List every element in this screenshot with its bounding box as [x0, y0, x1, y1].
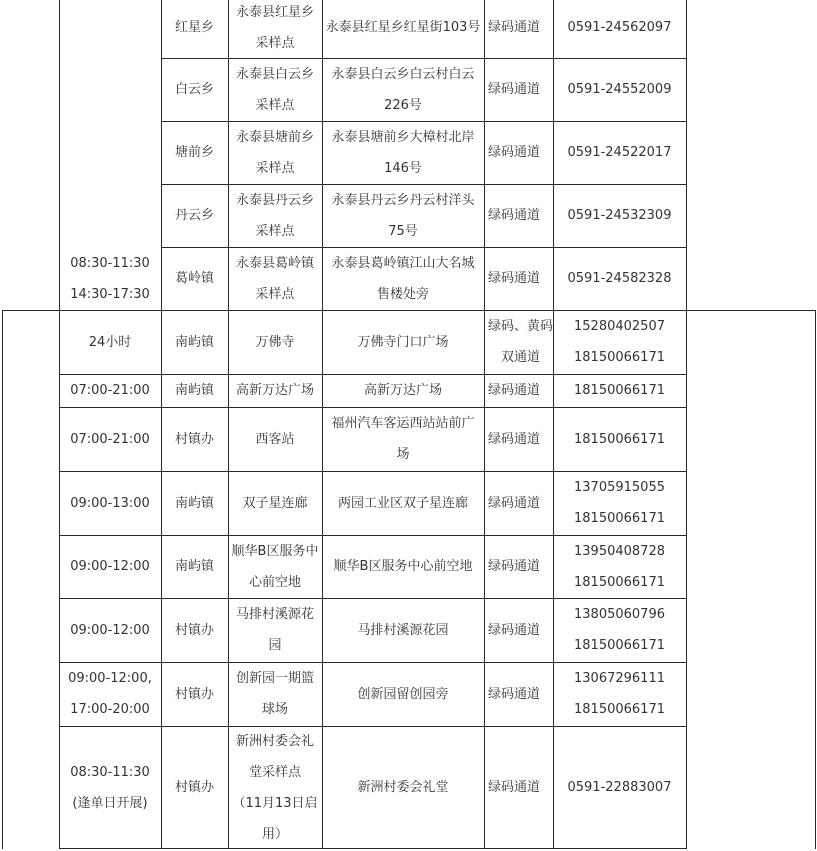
cell-text-line: 新洲村委会礼 [235, 733, 314, 749]
cell-address [322, 121, 484, 184]
cell-site [228, 726, 322, 849]
cell-area [161, 310, 228, 374]
cell-text [574, 311, 665, 373]
cell-text-line: 75号 [388, 223, 418, 239]
cell-text [574, 663, 665, 725]
cell-text [232, 726, 317, 850]
cell-text-line: 采样点 [255, 286, 295, 302]
cell-text-line: 采样点 [255, 160, 295, 176]
grid-line-vertical [484, 0, 485, 849]
cell-area [161, 374, 228, 407]
grid-line-horizontal [161, 247, 686, 248]
cell-channel [484, 598, 553, 662]
cell-area [161, 121, 228, 184]
cell-time [59, 598, 161, 662]
cell-text: 村镇办 [174, 686, 214, 702]
cell-text: 塘前乡 [174, 145, 214, 160]
cell-site [228, 184, 322, 247]
cell-text: 绿码通道 [488, 20, 541, 35]
cell-text: 18150066171 [574, 431, 665, 447]
cell-time [59, 310, 161, 374]
cell-text: 09:00-12:00 [70, 622, 150, 638]
grid-line-horizontal [161, 58, 686, 59]
cell-text: 南屿镇 [174, 383, 214, 398]
cell-text: 西客站 [255, 431, 295, 447]
cell-address [322, 374, 484, 407]
cell-address [322, 58, 484, 121]
cell-text [236, 663, 314, 725]
cell-text-line: 永泰县白云乡白云村白云 [331, 66, 475, 82]
cell-address [322, 662, 484, 726]
grid-line-bottom [59, 848, 686, 849]
cell-text: 绿码通道 [488, 686, 541, 702]
cell-text [488, 311, 553, 373]
cell-time [59, 374, 161, 407]
cell-text-line: 永泰县丹云乡丹云村洋头 [331, 192, 475, 208]
cell-area [161, 58, 228, 121]
cell-text: 24小时 [88, 334, 132, 350]
grid-line-vertical [161, 0, 162, 849]
grid-line-horizontal [59, 662, 686, 663]
cell-phone [553, 247, 686, 310]
grid-line-horizontal [2, 310, 815, 311]
cell-text [236, 0, 314, 59]
cell-phone [553, 407, 686, 471]
cell-text-line: 17:00-20:00 [70, 702, 150, 717]
cell-address [322, 310, 484, 374]
cell-text-line: 18150066171 [574, 350, 665, 365]
cell-phone [553, 471, 686, 535]
cell-text: 0591-24522017 [567, 145, 672, 160]
cell-address [322, 598, 484, 662]
cell-channel [484, 535, 553, 598]
cell-area [161, 726, 228, 849]
grid-line-vertical [59, 0, 60, 849]
cell-text-line: 采样点 [255, 223, 295, 239]
cell-phone [553, 0, 686, 58]
cell-address [322, 247, 484, 310]
cell-phone [553, 184, 686, 247]
cell-text-line: 堂采样点 [248, 764, 301, 780]
cell-site [228, 58, 322, 121]
cell-text-line: 永泰县白云乡 [235, 66, 314, 82]
cell-area [161, 535, 228, 598]
cell-text-line: 售楼处旁 [376, 286, 429, 302]
cell-text: 0591-24532309 [567, 208, 672, 223]
cell-text: 村镇办 [174, 622, 214, 638]
cell-channel [484, 407, 553, 471]
cell-text: 万佛寺门口广场 [357, 334, 449, 350]
cell-text-line: 园 [268, 638, 282, 653]
cell-text: 09:00-12:00 [70, 559, 150, 574]
cell-text-line: 采样点 [255, 35, 295, 51]
cell-channel [484, 471, 553, 535]
cell-text [236, 185, 314, 247]
cell-text-line: 永泰县丹云乡 [235, 192, 314, 208]
cell-phone [553, 121, 686, 184]
cell-text-line: 18150066171 [574, 511, 665, 526]
grid-line-vertical [553, 0, 554, 849]
grid-line-vertical [686, 0, 687, 849]
cell-text-line: 球场 [261, 702, 288, 717]
cell-text: 丹云乡 [174, 208, 214, 223]
cell-text-line: 13950408728 [574, 543, 665, 559]
cell-text [236, 248, 314, 310]
cell-text: 万佛寺 [255, 334, 295, 350]
cell-area [161, 0, 228, 58]
cell-text-line: 绿码、黄码 [488, 319, 554, 334]
cell-text-line: 09:00-12:00, [68, 671, 152, 686]
cell-text-line: 创新园一期篮 [235, 671, 314, 686]
cell-address [322, 726, 484, 849]
cell-text-line: 永泰县塘前乡 [235, 129, 314, 145]
cell-text: 顺华B区服务中心前空地 [333, 559, 473, 574]
cell-text-line: 心前空地 [248, 574, 301, 590]
grid-line-horizontal [59, 535, 686, 536]
cell-text-line: 顺华B区服务中 [231, 543, 319, 559]
cell-text: 高新万达广场 [363, 383, 442, 398]
cell-text: 两园工业区双子星连廊 [337, 495, 468, 511]
cell-text [232, 536, 319, 598]
grid-line-horizontal [59, 471, 686, 472]
cell-address [322, 0, 484, 58]
grid-line-vertical [322, 0, 323, 849]
cell-text-line: 18150066171 [574, 574, 665, 590]
grid-line-horizontal [161, 184, 686, 185]
cell-text: 村镇办 [174, 431, 214, 447]
cell-text: 高新万达广场 [235, 383, 314, 398]
grid-line-horizontal [59, 598, 686, 599]
cell-text [68, 663, 152, 725]
grid-line-outer-right [815, 310, 816, 849]
cell-text-line: 14:30-17:30 [70, 286, 150, 302]
cell-site [228, 0, 322, 58]
cell-text: 南屿镇 [174, 559, 214, 574]
cell-text: 绿码通道 [488, 82, 541, 97]
cell-text: 绿码通道 [488, 271, 541, 286]
cell-text: 07:00-21:00 [70, 431, 150, 447]
cell-text: 绿码通道 [488, 495, 541, 511]
cell-text: 0591-24582328 [567, 271, 672, 286]
cell-text [236, 59, 314, 121]
cell-channel [484, 726, 553, 849]
cell-area [161, 662, 228, 726]
cell-area [161, 471, 228, 535]
cell-text: 绿码通道 [488, 559, 541, 574]
cell-text: 绿码通道 [488, 145, 541, 160]
cell-address [322, 535, 484, 598]
cell-site [228, 471, 322, 535]
cell-text-line: 用） [261, 826, 288, 842]
cell-text-line: 双通道 [500, 350, 540, 365]
cell-text-line: 226号 [384, 97, 422, 113]
cell-phone [553, 58, 686, 121]
cell-text-line: 13805060796 [574, 607, 665, 622]
cell-text-line: 18150066171 [574, 702, 665, 717]
cell-text-line: 永泰县葛岭镇 [235, 255, 314, 271]
cell-text [574, 599, 665, 661]
grid-line-horizontal [161, 121, 686, 122]
cell-text: 0591-24552009 [567, 82, 672, 97]
cell-text: 白云乡 [174, 82, 214, 97]
cell-phone [553, 662, 686, 726]
cell-site [228, 535, 322, 598]
cell-phone [553, 726, 686, 849]
cell-site [228, 407, 322, 471]
grid-line-outer-left [2, 310, 3, 849]
cell-text-line: 采样点 [255, 97, 295, 113]
cell-time [59, 407, 161, 471]
cell-channel [484, 184, 553, 247]
cell-phone [553, 310, 686, 374]
cell-text: 红星乡 [174, 20, 214, 35]
cell-text [574, 472, 665, 534]
cell-phone [553, 535, 686, 598]
cell-text-line: 马排村溪源花 [235, 607, 314, 622]
cell-site [228, 247, 322, 310]
cell-text-line: 永泰县红星乡 [235, 4, 314, 20]
cell-area [161, 184, 228, 247]
cell-text: 南屿镇 [174, 495, 214, 511]
cell-text: 绿码通道 [488, 383, 541, 398]
cell-text: 绿码通道 [488, 431, 541, 447]
cell-text [331, 185, 474, 247]
cell-text [331, 59, 474, 121]
cell-text: 双子星连廊 [242, 495, 308, 511]
cell-address [322, 184, 484, 247]
cell-text: 村镇办 [174, 780, 214, 795]
cell-text-line: 18150066171 [574, 638, 665, 653]
cell-text: 09:00-13:00 [70, 495, 150, 511]
cell-text-line: 146号 [384, 160, 422, 176]
cell-text [331, 408, 474, 470]
cell-text [331, 122, 474, 184]
cell-time [59, 247, 161, 310]
cell-text-line: 08:30-11:30 [70, 255, 150, 271]
cell-phone [553, 598, 686, 662]
cell-address [322, 471, 484, 535]
cell-text [331, 248, 474, 310]
cell-text-line: 永泰县红星乡红星街103号 [325, 20, 481, 35]
cell-area [161, 407, 228, 471]
cell-phone [553, 374, 686, 407]
cell-text: 绿码通道 [488, 780, 541, 795]
cell-channel [484, 662, 553, 726]
cell-text-line: 15280402507 [574, 319, 665, 334]
cell-channel [484, 121, 553, 184]
cell-text: 葛岭镇 [174, 271, 214, 286]
cell-channel [484, 374, 553, 407]
cell-address [322, 407, 484, 471]
cell-text-line: (逢单日开展) [72, 795, 148, 811]
cell-text: 18150066171 [574, 383, 665, 398]
cell-time [59, 726, 161, 849]
cell-text: 07:00-21:00 [70, 383, 150, 398]
cell-text-line: 永泰县塘前乡大樟村北岸 [331, 129, 475, 145]
cell-time [59, 535, 161, 598]
grid-line-horizontal [59, 374, 686, 375]
cell-text-line: 场 [396, 447, 410, 462]
cell-area [161, 247, 228, 310]
cell-text-line: 13067296111 [574, 671, 665, 686]
cell-text: 马排村溪源花园 [357, 622, 449, 638]
cell-text [70, 248, 150, 310]
cell-area [161, 598, 228, 662]
cell-site [228, 374, 322, 407]
cell-text [326, 12, 481, 43]
cell-time [59, 662, 161, 726]
cell-text: 绿码通道 [488, 622, 541, 638]
cell-text [574, 536, 665, 598]
cell-channel [484, 58, 553, 121]
cell-text-line: 福州汽车客运西站站前广 [331, 416, 475, 431]
cell-channel [484, 310, 553, 374]
cell-text [236, 122, 314, 184]
cell-site [228, 121, 322, 184]
cell-text: 创新园留创园旁 [357, 686, 449, 702]
cell-text-line: 08:30-11:30 [70, 764, 150, 780]
cell-text [236, 599, 314, 661]
grid-line-vertical [228, 0, 229, 849]
cell-text-line: 13705915055 [574, 480, 665, 495]
cell-text: 绿码通道 [488, 208, 541, 223]
cell-text-line: 永泰县葛岭镇江山大名城 [331, 255, 475, 271]
cell-time [59, 471, 161, 535]
cell-text: 新洲村委会礼堂 [357, 780, 449, 795]
cell-text: 南屿镇 [174, 334, 214, 350]
cell-channel [484, 0, 553, 58]
cell-channel [484, 247, 553, 310]
cell-site [228, 310, 322, 374]
cell-text [70, 757, 150, 819]
cell-text: 0591-24562097 [567, 20, 672, 35]
grid-line-horizontal [59, 726, 686, 727]
cell-site [228, 598, 322, 662]
cell-text-line: （11月13日启 [232, 795, 318, 811]
grid-line-horizontal [59, 407, 686, 408]
cell-text: 0591-22883007 [567, 780, 672, 795]
cell-site [228, 662, 322, 726]
